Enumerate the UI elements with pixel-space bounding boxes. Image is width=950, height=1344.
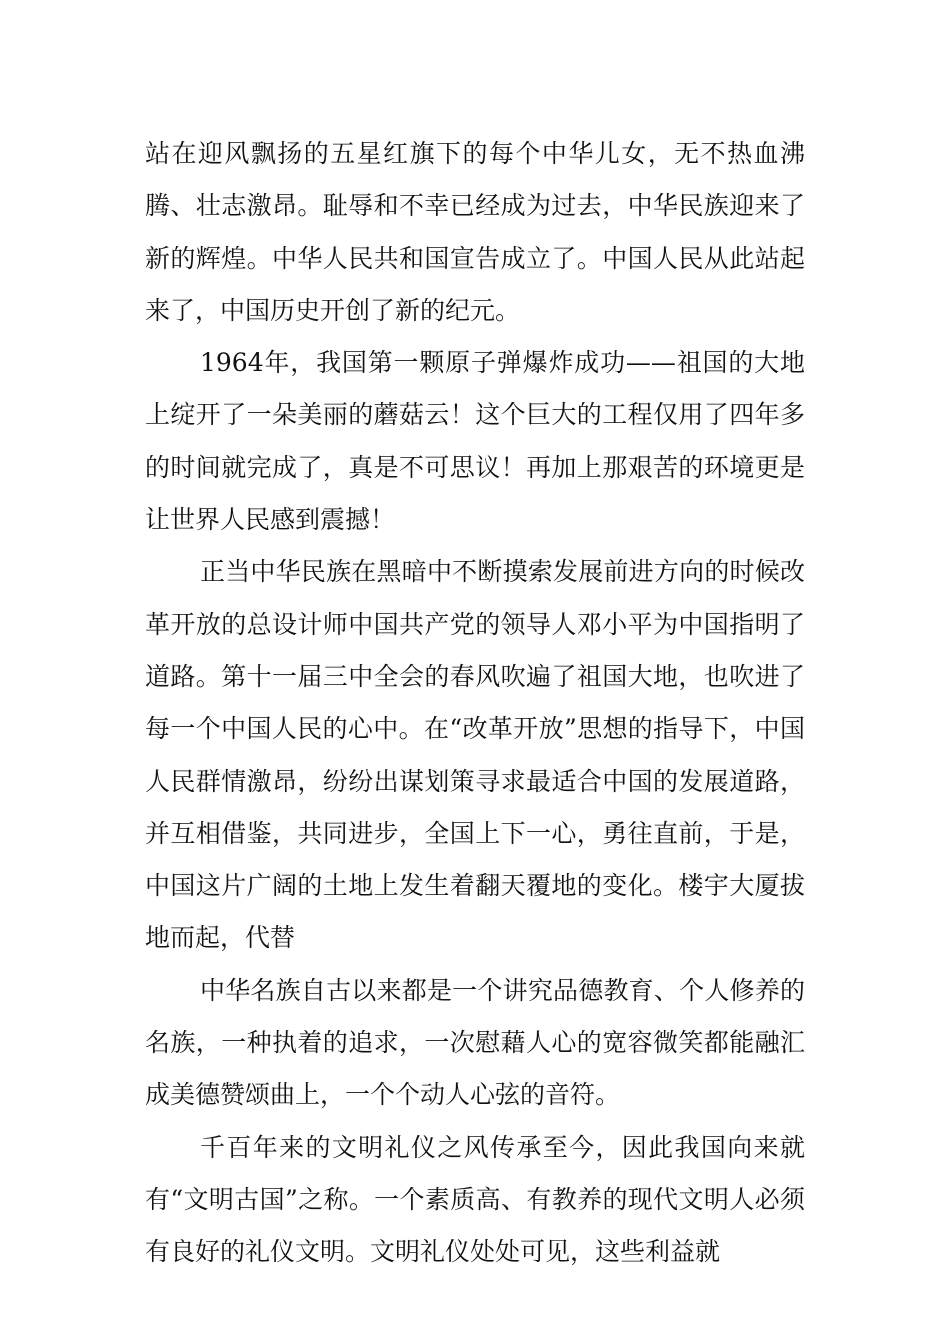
paragraph-1: 站在迎风飘扬的五星红旗下的每个中华儿女，无不热血沸腾、壮志激昂。耻辱和不幸已经成为过去，中华民族迎来了新的辉煌。中华人民共和国宣告成立了。中国人民从此站起来了，中国历史开创了新的纪元。 [145,139,805,325]
paragraph-5: 千百年来的文明礼仪之风传承至今，因此我国向来就有“文明古国”之称。一个素质高、有教养的现代文明人必须有良好的礼仪文明。文明礼仪处处可见，这些利益就 [145,1132,805,1267]
paragraph-2: 1964年，我国第一颗原子弹爆炸成功——祖国的大地上绽开了一朵美丽的蘑菇云！这个巨大的工程仅用了四年多的时间就完成了，真是不可思议！再加上那艰苦的环境更是让世界人民感到震撼！ [145,348,805,535]
paragraph-3: 正当中华民族在黑暗中不断摸索发展前进方向的时候改革开放的总设计师中国共产党的领导人邓小平为中国指明了道路。第十一届三中全会的春风吹遍了祖国大地，也吹进了每一个中国人民的心中。在“改革开放”思想的指导下，中国人民群情激昂，纷纷出谋划策寻求最适合中国的发展道路，并互相借鉴，共同进步，全国上下一心，勇往直前，于是，中国这片广阔的土地上发生着翻天覆地的变化。楼宇大厦拔地而起，代替 [145,557,805,953]
document-body [145,128,805,1279]
paragraph-4: 中华名族自古以来都是一个讲究品德教育、个人修养的名族，一种执着的追求，一次慰藉人心的宽容微笑都能融汇成美德赞颂曲上，一个个动人心弦的音符。 [145,975,805,1110]
